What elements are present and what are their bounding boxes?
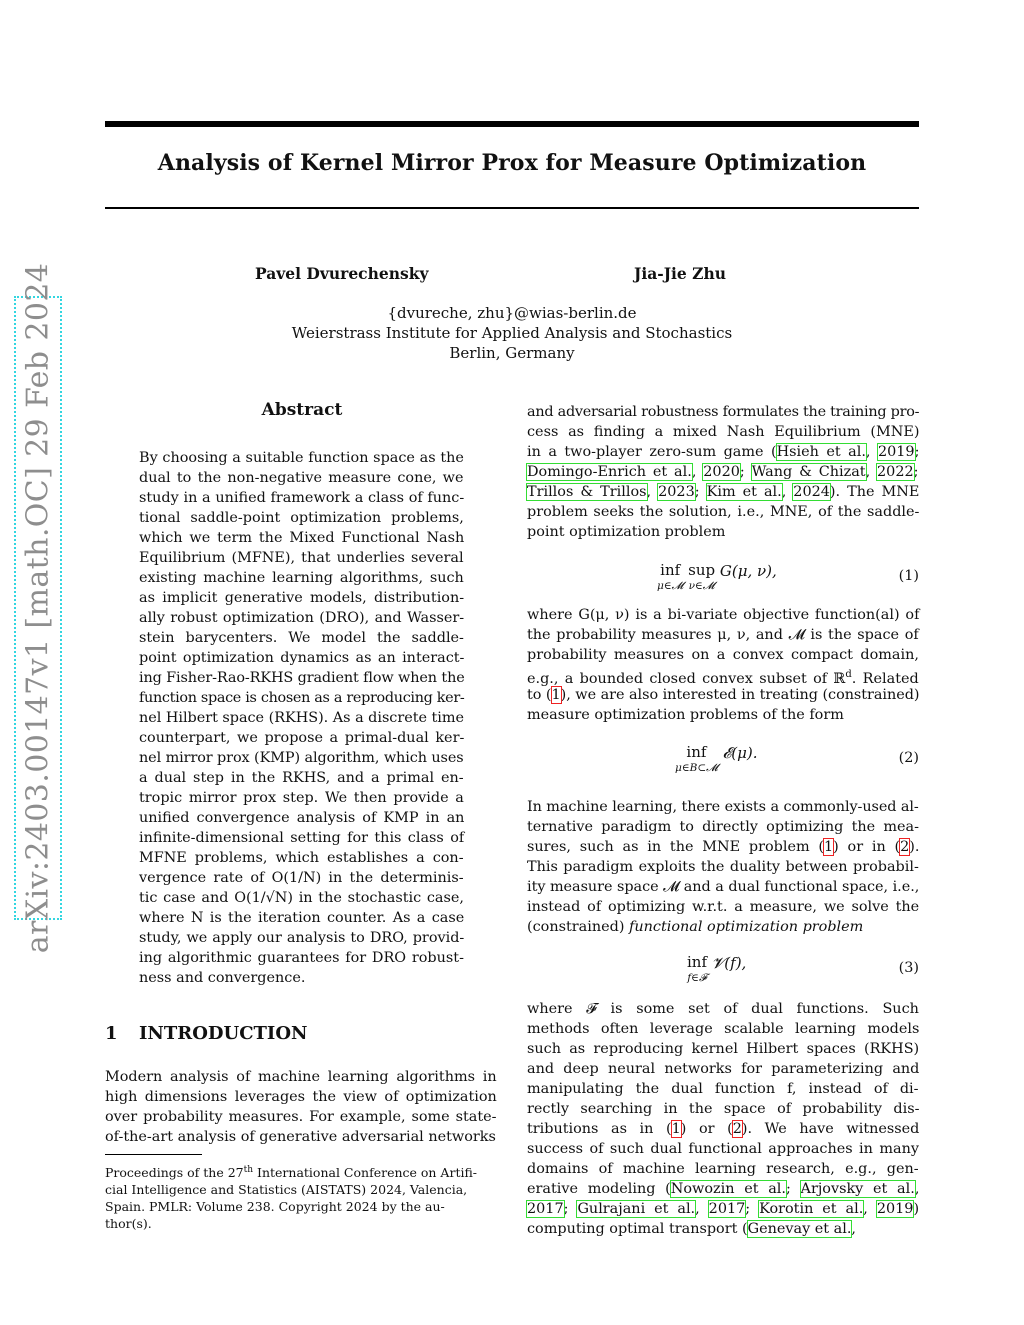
- abstract-line: as implicit generative models, distribution-: [139, 590, 465, 606]
- equation-ref-link[interactable]: 1: [824, 839, 834, 855]
- abstract-line: nel mirror prox (KMP) algorithm, which uses: [139, 750, 464, 766]
- abstract-line: stein barycenters. We model the saddle-: [139, 630, 464, 646]
- citation-link[interactable]: 2019: [877, 444, 915, 460]
- equation-2-expression: [675, 744, 757, 776]
- footnote-superscript: th: [243, 1165, 254, 1175]
- author-2: Jia-Jie Zhu: [634, 264, 727, 283]
- text-run: ), we are also interested in treating (constrained): [560, 687, 920, 703]
- right-paragraph-3: [527, 797, 919, 937]
- body-line: rectly searching in the space of probability dis-: [527, 1101, 920, 1117]
- math-subscript: μ∈B⊂𝓜: [675, 762, 718, 774]
- body-line: [527, 665, 919, 685]
- abstract-line: point optimization dynamics as an interact-: [139, 650, 465, 666]
- math-subscript: f∈𝓕: [687, 972, 707, 984]
- citation-link[interactable]: Korotin et al.: [759, 1201, 864, 1217]
- body-line: problem seeks the solution, i.e., MNE, of the saddle-: [527, 504, 920, 520]
- body-line: and deep neural networks for parameterizing and: [527, 1061, 920, 1077]
- footnote-text: Spain. PMLR: Volume 238. Copyright 2024 by the au-: [105, 1199, 445, 1215]
- text-run: ).: [909, 839, 920, 855]
- right-paragraph-4: [527, 999, 919, 1239]
- body-line: cess as finding a mixed Nash Equilibrium (MNE): [527, 424, 920, 440]
- citation-link[interactable]: Nowozin et al.: [670, 1181, 786, 1197]
- abstract-line: where N is the iteration counter. As a case: [139, 910, 465, 926]
- body-line: This paradigm exploits the duality between probabil-: [527, 859, 919, 875]
- body-line: [527, 685, 919, 705]
- body-line: measure optimization problems of the form: [527, 707, 844, 723]
- abstract-line: infinite-dimensional setting for this class of: [139, 830, 465, 846]
- proceedings-footnote: [105, 1162, 500, 1232]
- text-run: . Related: [851, 670, 919, 687]
- citation-link[interactable]: Trillos & Trillos: [527, 484, 647, 500]
- text-run: e.g., a bounded closed convex subset of ℝ: [527, 670, 846, 687]
- abstract-line: tic case and O(1/√N) in the stochastic case,: [139, 890, 464, 906]
- equation-number: (3): [898, 960, 919, 976]
- abstract-line: ally robust optimization (DRO), and Wasser-: [139, 610, 465, 626]
- body-line: computing optimal transport (Genevay et al.,: [527, 1221, 856, 1237]
- math-operator: inf: [687, 953, 708, 971]
- affiliation-block: [105, 303, 919, 363]
- introduction-body: [105, 1067, 497, 1147]
- body-line: Trillos & Trillos, 2023; Kim et al., 2024). The MNE: [527, 484, 920, 500]
- body-line: [527, 917, 919, 937]
- abstract-line: function space is chosen as a reproducing ker-: [139, 690, 465, 706]
- equation-ref-link[interactable]: 2: [900, 839, 910, 855]
- math-operator: inf: [686, 743, 707, 761]
- intro-line: of-the-art analysis of generative adversarial networks: [105, 1129, 496, 1145]
- author-1: Pavel Dvurechensky: [255, 264, 429, 283]
- math-subscript: μ∈𝓜: [657, 580, 684, 592]
- citation-link[interactable]: 2023: [658, 484, 695, 500]
- paper-title: Analysis of Kernel Mirror Prox for Measure Optimization: [157, 150, 867, 176]
- footnote-text: thor(s).: [105, 1216, 152, 1232]
- text-run: in a two-player zero-sum game (: [527, 444, 777, 460]
- footnote-text: Proceedings of the 27: [105, 1165, 244, 1181]
- body-line: manipulating the dual function f, instead of di-: [527, 1081, 919, 1097]
- citation-link[interactable]: 2019: [876, 1201, 914, 1217]
- body-line: In machine learning, there exists a commonly-used al-: [527, 799, 919, 815]
- body-line: [527, 837, 919, 857]
- math-expression: 𝓥(f),: [711, 954, 747, 972]
- intro-line: Modern analysis of machine learning algorithms in: [105, 1069, 497, 1085]
- citation-link[interactable]: Arjovsky et al.: [800, 1181, 915, 1197]
- abstract-line: which we term the Mixed Functional Nash: [139, 530, 465, 546]
- footnote-rule: [105, 1154, 202, 1155]
- abstract-line: ness and convergence.: [139, 970, 306, 986]
- equation-2: [527, 744, 919, 784]
- text-run: (constrained): [527, 919, 630, 935]
- abstract-line: vergence rate of O(1/N) in the determinis-: [139, 870, 464, 886]
- body-line: success of such dual functional approaches in many: [527, 1141, 919, 1157]
- abstract-line: unified convergence analysis of KMP in an: [139, 810, 465, 826]
- text-run: ) or in (: [833, 839, 901, 855]
- body-line: erative modeling (Nowozin et al.; Arjovsky et al.,: [527, 1181, 920, 1197]
- body-line: [527, 1119, 919, 1139]
- text-run: erative modeling (: [527, 1181, 671, 1197]
- abstract-line: study in a unified framework a class of func-: [139, 490, 465, 506]
- math-operator: sup: [688, 561, 716, 579]
- abstract-line: ing algorithmic guarantees for DRO robust-: [139, 950, 464, 966]
- abstract-line: tropic mirror prox step. We then provide a: [139, 790, 464, 806]
- abstract-line: Equilibrium (MFNE), that underlies several: [139, 550, 464, 566]
- section-number: 1: [105, 1023, 118, 1044]
- body-line: and adversarial robustness formulates the training pro-: [527, 404, 920, 420]
- equation-number: (2): [898, 750, 919, 766]
- citation-link[interactable]: Gulrajani et al.: [577, 1201, 696, 1217]
- citation-link[interactable]: Hsieh et al.: [776, 444, 866, 460]
- body-line: Domingo-Enrich et al., 2020; Wang & Chizat, 2022;: [527, 464, 919, 480]
- abstract-line: dual to the non-negative measure cone, we: [139, 470, 464, 486]
- intro-line: over probability measures. For example, some state-: [105, 1109, 497, 1125]
- body-line: in a two-player zero-sum game (Hsieh et al., 2019;: [527, 444, 920, 460]
- body-line: probability measures on a convex compact domain,: [527, 647, 919, 663]
- section-heading-introduction: [105, 1023, 308, 1044]
- abstract-line: existing machine learning algorithms, such: [139, 570, 464, 586]
- body-line: where 𝓕 is some set of dual functions. Such: [527, 1001, 919, 1017]
- body-line: ity measure space 𝓜 and a dual functional space, i.e.,: [527, 879, 920, 895]
- arxiv-identifier[interactable]: arXiv:2403.00147v1 [math.OC] 29 Feb 2024: [20, 262, 56, 954]
- citation-link[interactable]: 2020: [703, 464, 740, 480]
- text-run: ) or (: [680, 1121, 733, 1137]
- math-expression: 𝓔(μ).: [722, 744, 758, 762]
- equation-ref-link[interactable]: 2: [732, 1121, 742, 1137]
- title-top-rule: [105, 121, 919, 127]
- body-line: where G(μ, ν) is a bi-variate objective function(al) of: [527, 607, 920, 623]
- abstract-line: a dual step in the RKHS, and a primal en-: [139, 770, 464, 786]
- equation-1: [527, 562, 919, 602]
- math-subscript: ν∈𝓜: [688, 580, 715, 592]
- body-line: ternative paradigm to directly optimizing the mea-: [527, 819, 920, 835]
- title-bottom-rule: [105, 207, 919, 209]
- math-expression: G(μ, ν),: [719, 562, 777, 580]
- citation-link[interactable]: 2024: [793, 484, 830, 500]
- body-line: methods often leverage scalable learning models: [527, 1021, 920, 1037]
- institute-location: Berlin, Germany: [449, 344, 575, 362]
- emphasis: functional optimization problem: [629, 919, 864, 935]
- abstract-line: MFNE problems, which establishes a con-: [139, 850, 464, 866]
- math-operator: inf: [660, 561, 681, 579]
- right-paragraph-1: [527, 402, 919, 542]
- body-line: instead of optimizing w.r.t. a measure, we solve the: [527, 899, 920, 915]
- text-run: tributions as in (: [527, 1121, 672, 1137]
- equation-number: (1): [898, 568, 919, 584]
- abstract-heading: Abstract: [261, 400, 343, 420]
- right-paragraph-2: [527, 605, 919, 725]
- citation-link[interactable]: Wang & Chizat: [751, 464, 866, 480]
- author-emails: {dvureche, zhu}@wias-berlin.de: [387, 304, 637, 322]
- institute-name: Weierstrass Institute for Applied Analysis and Stochastics: [291, 324, 733, 342]
- text-run: sures, such as in the MNE problem (: [527, 839, 824, 855]
- abstract-line: By choosing a suitable function space as the: [139, 450, 464, 466]
- citation-link[interactable]: 2022: [877, 464, 914, 480]
- citation-link[interactable]: 2017: [527, 1201, 564, 1217]
- equation-3-expression: [687, 954, 746, 986]
- body-line: the probability measures μ, ν, and 𝓜 is the space of: [527, 627, 919, 643]
- section-title: INTRODUCTION: [139, 1023, 308, 1044]
- citation-link[interactable]: 2017: [708, 1201, 746, 1217]
- abstract-line: nel Hilbert space (RKHS). As a discrete time: [139, 710, 464, 726]
- intro-line: high dimensions leverages the view of optimization: [105, 1089, 497, 1105]
- body-line: point optimization problem: [527, 524, 726, 540]
- abstract-line: study, we apply our analysis to DRO, provid-: [139, 930, 465, 946]
- body-line: 2017; Gulrajani et al., 2017; Korotin et al., 2019): [527, 1201, 920, 1217]
- text-run: to (: [527, 687, 552, 703]
- citation-link[interactable]: Kim et al.: [706, 484, 782, 500]
- equation-ref-link[interactable]: 1: [551, 687, 561, 703]
- footnote-text: International Conference on Artifi-: [253, 1165, 478, 1181]
- body-line: such as reproducing kernel Hilbert spaces (RKHS): [527, 1041, 920, 1057]
- citation-link[interactable]: Domingo-Enrich et al.: [527, 464, 692, 480]
- body-line: domains of machine learning research, e.g., gen-: [527, 1161, 919, 1177]
- equation-3: [527, 954, 919, 994]
- abstract-line: ing Fisher-Rao-RKHS gradient flow when the: [139, 670, 465, 686]
- equation-ref-link[interactable]: 1: [671, 1121, 681, 1137]
- math-superscript: d: [845, 669, 852, 680]
- text-run: computing optimal transport (: [527, 1221, 748, 1237]
- equation-1-expression: [657, 562, 777, 594]
- text-run: ). We have witnessed: [741, 1121, 920, 1137]
- text-run: ). The MNE: [829, 484, 920, 500]
- abstract-line: tional saddle-point optimization problems,: [139, 510, 464, 526]
- citation-link[interactable]: Genevay et al.: [747, 1221, 852, 1237]
- abstract-line: counterpart, we propose a primal-dual ker-: [139, 730, 465, 746]
- arxiv-stamp[interactable]: [14, 262, 62, 954]
- abstract-body: [139, 448, 464, 988]
- footnote-text: cial Intelligence and Statistics (AISTATS) 2024, Valencia,: [105, 1182, 468, 1198]
